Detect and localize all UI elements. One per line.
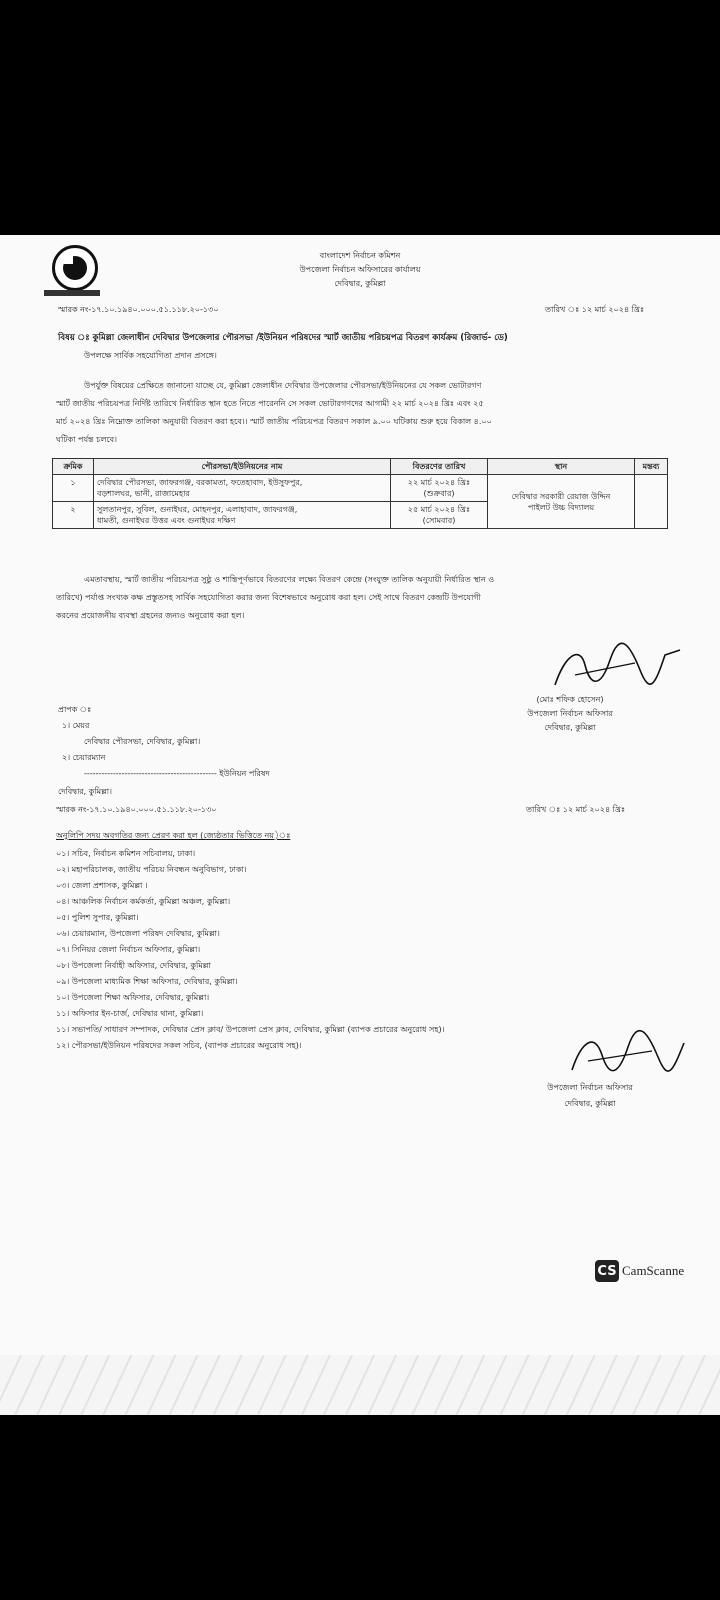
- memo2-date: তারিখ ঃ ১২ মার্চ ২০২৪ খ্রিঃ: [526, 805, 626, 814]
- copy-item: ০৪। আঞ্চলিক নির্বাচন কর্মকর্তা, কুমিল্লা অঞ্চল, কুমিল্লা।: [56, 897, 231, 906]
- copy-item: ০৮। উপজেলা নির্বাহী অফিসার, দেবিদ্বার, কুমিল্লা: [56, 961, 211, 970]
- copies-heading: অনুলিপি সদয় অবগতির জন্য প্রেরণ করা হল (জ্যেষ্ঠতার ভিত্তিতে নয়)ঃ: [56, 831, 291, 840]
- body-p1-line4: ঘটিকা পর্যন্ত চলবে।: [56, 435, 117, 444]
- row-serial: ২: [53, 502, 94, 529]
- distribution-table: [52, 458, 668, 529]
- body-p2-line3: করনের প্রয়োজনীয় ব্যবস্থা গ্রহনের জন্যও অনুরোধ করা হল।: [56, 611, 245, 620]
- recipient-2-dash: ---------------------------------------------- ইউনিয়ন পরিষদ: [84, 769, 270, 778]
- signature1-title: উপজেলা নির্বাচন অফিসার: [527, 709, 613, 718]
- header-line-3: দেবিদ্বার, কুমিল্লা: [334, 279, 386, 288]
- copy-item: ০৬। চেয়ারম্যান, উপজেলা পরিষদ দেবিদ্বার, কুমিল্লা।: [56, 929, 220, 938]
- copy-item: ০১। সচিব, নির্বাচন কমিশন সচিবালয়, ঢাকা।: [56, 849, 196, 858]
- election-commission-logo-icon: [52, 245, 98, 291]
- header-line-2: উপজেলা নির্বাচন অফিসারের কার্যালয়: [299, 265, 421, 274]
- camscanner-watermark: [595, 1260, 684, 1282]
- row-name-line: ধামতী, গুনাইঘর উত্তর এবং গুনাইঘর দক্ষিণ: [97, 516, 236, 525]
- recipients-heading: প্রাপক ঃ: [58, 705, 92, 714]
- recipient-2: ২। চেয়ারম্যান: [62, 753, 106, 762]
- signature-1-icon: [545, 635, 695, 700]
- recipient-2-detail: দেবিদ্বার, কুমিল্লা।: [58, 787, 112, 796]
- signature2-title: উপজেলা নির্বাচন অফিসার: [547, 1083, 633, 1092]
- place-line: পাইলট উচ্চ বিদ্যালয়: [527, 502, 595, 512]
- memo-number: স্মারক নং-১৭.১০.১৯৪০.০০০.৫১.১১৮.২০-১৩০: [58, 305, 219, 314]
- document-page: [0, 235, 720, 1355]
- row-serial: ১: [53, 475, 94, 502]
- copy-item: ১০। উপজেলা শিক্ষা অফিসার, দেবিদ্বার, কুমিল্লা।: [56, 993, 210, 1002]
- row-union-names: [94, 502, 391, 529]
- paper-edge-texture: [0, 1355, 720, 1415]
- row-union-names: [94, 475, 391, 502]
- header-line-1: বাংলাদেশ নির্বাচন কমিশন: [319, 251, 401, 260]
- body-p2-line1: এমতাবস্থায়, স্মার্ট জাতীয় পরিচয়পত্র সুষ্ঠু ও শান্তিপূর্ণভাবে বিতরণের লক্ষ্যে বিতরণ কেন্দ্রে (সংযুক্ত তালিক অনুযায়ী নির্ধারিত স্থান ও: [84, 575, 495, 584]
- col-date: বিতরণের তারিখ: [391, 459, 488, 475]
- body-p2-line2: তারিখে) পর্যাপ্ত সংখ্যক কক্ষ প্রস্তুতসহ সার্বিক সহযোগিতা করার জন্য বিশেষভাবে অনুরোধ করা হল। সেই সাথে বিতরণ কেন্দ্রটি উপযোগী: [56, 593, 481, 602]
- row-name-line: সুলতানপুর, সুবিল, গুনাইঘর, মোহনপুর, এলাহাবাদ, জাফরগঞ্জ,: [97, 505, 298, 514]
- col-remarks: মন্তব্য: [635, 459, 668, 475]
- subject-line-2: উপলক্ষে সার্বিক সহযোগিতা প্রদান প্রসঙ্গে।: [84, 351, 217, 360]
- copy-item: ১১। সভাপতি/ সাধারণ সম্পাদক, দেবিদ্বার প্রেস ক্লাব/ উপজেলা প্রেস ক্লাব, দেবিদ্বার, কুমিল্লা (ব্যাপক প্রচারের অনুরোধ সহ)।: [56, 1025, 445, 1034]
- col-name: পৌরসভা/ইউনিয়নের নাম: [94, 459, 391, 475]
- row-date-line: ২২ মার্চ ২০২৪ খ্রিঃ: [407, 478, 471, 487]
- recipient-1: ১। মেয়র: [62, 721, 90, 730]
- subject-line-1: বিষয় ঃ কুমিল্লা জেলাধীন দেবিদ্বার উপজেলার পৌরসভা /ইউনিয়ন পরিষদের স্মার্ট জাতীয় পরিচয়পত্র বিতরণ কার্যক্রম (রিজার্ভ- ডে): [58, 333, 508, 343]
- signature2-place: দেবিদ্বার, কুমিল্লা: [564, 1099, 616, 1108]
- copy-item: ০৯। উপজেলা মাধ্যমিক শিক্ষা অফিসার, দেবিদ্বার, কুমিল্লা।: [56, 977, 238, 986]
- row-date: [391, 502, 488, 529]
- copy-item: ০৫। পুলিশ সুপার, কুমিল্লা।: [56, 913, 139, 922]
- table-header-row: [53, 459, 668, 475]
- signature-2-icon: [560, 1025, 700, 1085]
- memo-date: তারিখ ঃ ১২ মার্চ ২০২৪ খ্রিঃ: [545, 305, 645, 314]
- col-place: স্থান: [488, 459, 635, 475]
- body-p1-line1: উপর্যুক্ত বিষয়ের প্রেক্ষিতে জানানো যাচ্ছে যে, কুমিল্লা জেলাধীন দেবিদ্বার উপজেলার পৌরসভা/ইউনিয়নের যে সকল ভোটারগণ: [84, 381, 482, 390]
- row-place: [488, 475, 635, 529]
- copy-item: ১১। অফিসার ইন-চার্জ, দেবিদ্বার থানা, কুমিল্লা।: [56, 1009, 204, 1018]
- table-row: [53, 475, 668, 502]
- col-serial: ক্রমিক: [53, 459, 94, 475]
- row-date: [391, 475, 488, 502]
- row-name-line: দেবিদ্বার পৌরসভা, জাফরগঞ্জ, বরকামতা, ফতেহাবাদ, ইউসুফপুর,: [97, 478, 303, 487]
- row-remarks: [635, 475, 668, 529]
- logo-caption-bar: [44, 290, 100, 296]
- copy-item: ০২। মহাপরিচালক, জাতীয় পরিচয় নিবন্ধন অনুবিভাগ, ঢাকা।: [56, 865, 247, 874]
- body-p1-line3: মার্চ ২০২৪ খ্রিঃ নিম্নোক্ত তালিকা অনুযায়ী বিতরণ করা হবে।। স্মার্ট জাতীয় পরিচয়পত্র বিতরণ সকাল ৯.০০ ঘটিকায় শুরু হয়ে বিকাল ৪.০০: [56, 417, 492, 426]
- row-name-line: বড়শালঘর, ভানী, রাজামেহার: [97, 489, 190, 498]
- body-p1-line2: স্মার্ট জাতীয় পরিচয়পত্র নির্দিষ্ট তারিখে নির্ধারিত স্থান হতে নিতে পারেননি সে সকল ভোটারগণদের আগামী ২২ মার্চ ২০২৪ খ্রিঃ এবং ২৫: [56, 399, 484, 408]
- copy-item: ০৭। সিনিয়র জেলা নির্বাচন অফিসার, কুমিল্লা।: [56, 945, 201, 954]
- place-line: দেবিদ্বার সরকারী রেয়াজ উদ্দিন: [511, 491, 611, 501]
- row-day-line: (শুক্রবার): [423, 489, 455, 498]
- row-day-line: (সোমবার): [422, 516, 456, 525]
- recipient-1-detail: দেবিদ্বার পৌরসভা, দেবিদ্বার, কুমিল্লা।: [84, 737, 201, 746]
- memo2-number: স্মারক নং-১৭.১০.১৯৪০.০০০.৫১.১১৮.২০-১৩০: [56, 805, 217, 814]
- copy-item: ১২। পৌরসভা/ইউনিয়ন পরিষদের সকল সচিব, (ব্যাপক প্রচারের অনুরোধ সহ)।: [56, 1041, 302, 1050]
- signature1-place: দেবিদ্বার, কুমিল্লা: [544, 723, 596, 732]
- camscanner-icon: CS: [595, 1260, 619, 1282]
- signature1-name: (মোঃ শফিক হোসেন): [536, 695, 604, 704]
- row-date-line: ২৫ মার্চ ২০২৪ খ্রিঃ: [407, 505, 471, 514]
- camscanner-label: CamScanne: [622, 1263, 685, 1278]
- copy-item: ০৩। জেলা প্রশাসক, কুমিল্লা ।: [56, 881, 148, 890]
